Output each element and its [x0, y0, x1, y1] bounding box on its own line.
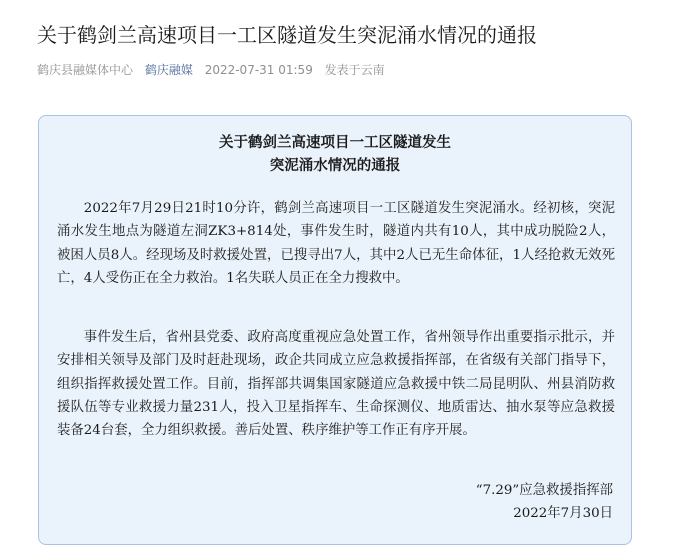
article-title: 关于鹤剑兰高速项目一工区隧道发生突泥涌水情况的通报 [37, 23, 537, 47]
notice-signature: “7.29”应急救援指挥部 [475, 483, 613, 498]
notice-paragraph-1: 2022年7月29日21时10分许，鹤剑兰高速项目一工区隧道发生突泥涌水。经初核，突泥涌水发生地点为隧道左洞ZK3+814处，事件发生时，隧道内共有10人，其中成功脱险2人，被困人员8人。经现场及时救援处置，已搜寻出7人，其中2人已无生命体征，1人经抢救无效死亡，4人受伤正在全力救治。1名失联人员正在全力搜救中。 [57, 201, 615, 286]
source-name: 鹤庆县融媒体中心 [37, 63, 134, 77]
notice-date: 2022年7月30日 [513, 506, 613, 522]
publish-datetime: 2022-07-31 01:59 [204, 63, 313, 77]
notice-card [38, 115, 632, 545]
account-link[interactable]: 鹤庆融媒 [144, 63, 193, 77]
article-meta [37, 62, 393, 78]
notice-title-line2: 突泥涌水情况的通报 [269, 157, 401, 174]
notice-title-line1: 关于鹤剑兰高速项目一工区隧道发生 [219, 134, 451, 151]
notice-signature-block [476, 479, 613, 526]
notice-paragraph-2: 事件发生后，省州县党委、政府高度重视应急处置工作，省州领导作出重要指示批示，并安排相关领导及部门及时赶赴现场，政企共同成立应急救援指挥部，在省级有关部门指导下，组织指挥救援处置工作。目前，指挥部共调集国家隧道应急救援中铁二局昆明队、州县消防救援队伍等专业救援力量231人，投入卫星指挥车、生命探测仪、地质雷达、抽水泵等应急救援装备24台套，全力组织救援。善后处置、秩序维护等工作正有序开展。 [57, 330, 615, 439]
publish-location: 发表于云南 [324, 63, 385, 77]
notice-title [39, 131, 631, 177]
